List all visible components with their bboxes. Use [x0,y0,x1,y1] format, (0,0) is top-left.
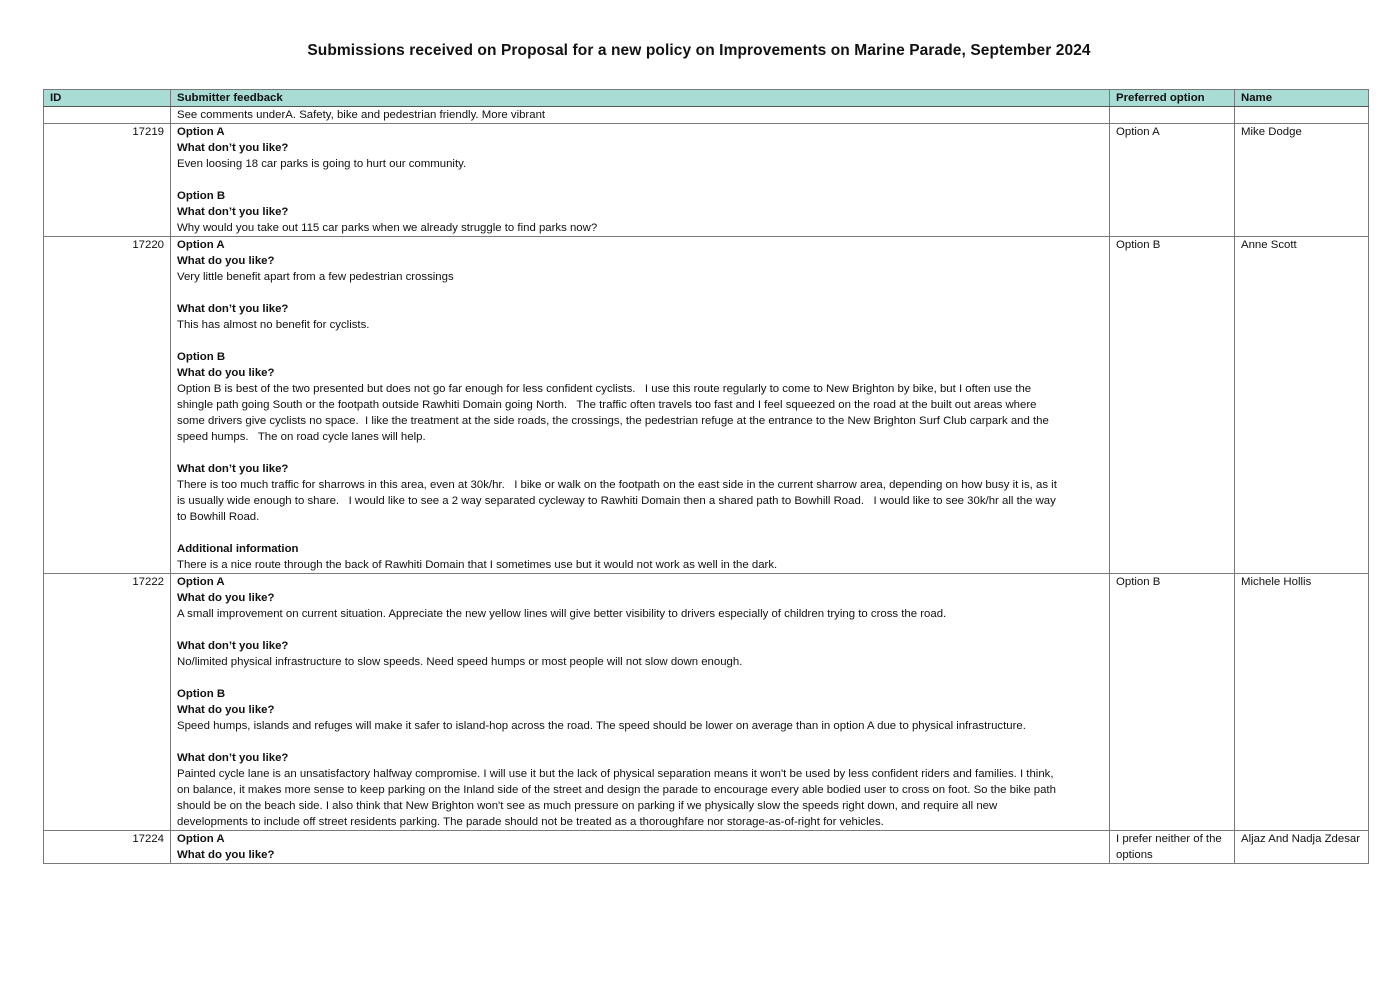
feedback-text: Even loosing 18 car parks is going to hurt our community. [177,158,467,170]
feedback-text: Very little benefit apart from a few pedestrian crossings [177,271,454,283]
table-row [44,124,1369,237]
feedback-text: A small improvement on current situation. Appreciate the new yellow lines will give better visibility to drivers especially of children trying to cross the road. [177,608,947,620]
submitter-name: Mike Dodge [1235,124,1369,237]
preferred-option: Option A [1110,124,1235,237]
submitter-name: Aljaz And Nadja Zdesar [1235,831,1369,864]
table-row [44,574,1369,831]
submission-id: 17219 [44,124,171,237]
feedback-text: should be on the beach side. I also think that New Brighton won't see as much pressure on parking if we physically slow the speeds right down, and require all new [177,800,998,812]
feedback-text: Option B is best of the two presented but does not go far enough for less confident cyclists. I use this route regularly to come to New Brighton by bike, but I often use the [177,383,1032,395]
feedback-text: There is too much traffic for sharrows in this area, even at 30k/hr. I bike or walk on the footpath on the east side in the current sharrow area, depending on how busy it is, as it [177,479,1057,491]
feedback-text: is usually wide enough to share. I would like to see a 2 way separated cycleway to Rawhiti Domain then a shared path to Bowhill Road. I would like to see 30k/hr all the way [177,495,1056,507]
feedback-text: some drivers give cyclists no space. I like the treatment at the side roads, the crossings, the pedestrian refuge at the entrance to the New Brighton Surf Club carpark and the [177,415,1049,427]
feedback-heading: What don’t you like? [177,463,289,475]
feedback-text: See comments underA. Safety, bike and pedestrian friendly. More vibrant [177,109,546,121]
feedback-text: to Bowhill Road. [177,511,260,523]
preferred-option: I prefer neither of the options [1110,831,1235,864]
submission-id: 17224 [44,831,171,864]
feedback-heading: What do you like? [177,367,275,379]
feedback-spacer [177,622,1103,638]
column-header-feedback: Submitter feedback [171,90,1110,107]
preferred-option [1110,107,1235,124]
table-row [44,107,1369,124]
feedback-heading: Option B [177,351,226,363]
feedback-text: speed humps. The on road cycle lanes will help. [177,431,426,443]
feedback-spacer [177,333,1103,349]
column-header-id: ID [44,90,171,107]
feedback-heading: What do you like? [177,849,275,861]
feedback-heading: Option A [177,239,225,251]
table-body [44,107,1369,864]
submitter-name: Michele Hollis [1235,574,1369,831]
table-row [44,237,1369,574]
feedback-text: developments to include off street residents parking. The parade should not be treated as a thoroughfare nor storage-as-of-right for vehicles. [177,816,884,828]
feedback-heading: What do you like? [177,255,275,267]
feedback-text: on balance, it makes more sense to keep parking on the Inland side of the street and design the parade to encourage every able bodied user to cross on foot. So the bike path [177,784,1056,796]
feedback-heading: Additional information [177,543,299,555]
feedback-spacer [177,445,1103,461]
submitter-feedback [171,107,1110,124]
feedback-spacer [177,172,1103,188]
table-header-row [44,90,1369,107]
feedback-text: shingle path going South or the footpath outside Rawhiti Domain going North. The traffic often travels too fast and I feel squeezed on the road at the built out areas where [177,399,1037,411]
feedback-heading: What don’t you like? [177,142,289,154]
feedback-heading: What don’t you like? [177,640,289,652]
feedback-heading: What do you like? [177,704,275,716]
feedback-heading: Option A [177,833,225,845]
page-title: Submissions received on Proposal for a new policy on Improvements on Marine Parade, September 2024 [307,42,1091,59]
column-header-preferred-option: Preferred option [1110,90,1235,107]
feedback-text: Painted cycle lane is an unsatisfactory halfway compromise. I will use it but the lack of physical separation means it won't be used by less confident riders and families. I think, [177,768,1054,780]
feedback-text: There is a nice route through the back of Rawhiti Domain that I sometimes use but it would not work as well in the dark. [177,559,778,571]
submitter-feedback [171,237,1110,574]
submitter-feedback [171,124,1110,237]
feedback-heading: What don’t you like? [177,752,289,764]
feedback-text: This has almost no benefit for cyclists. [177,319,370,331]
table-row [44,831,1369,864]
feedback-heading: What don’t you like? [177,303,289,315]
feedback-spacer [177,734,1103,750]
submissions-table [43,89,1369,864]
preferred-option: Option B [1110,574,1235,831]
feedback-heading: Option B [177,190,226,202]
submission-id [44,107,171,124]
feedback-heading: Option A [177,576,225,588]
submitter-feedback [171,574,1110,831]
feedback-spacer [177,525,1103,541]
feedback-heading: Option B [177,688,226,700]
feedback-spacer [177,285,1103,301]
feedback-heading: What do you like? [177,592,275,604]
feedback-heading: What don’t you like? [177,206,289,218]
feedback-text: No/limited physical infrastructure to slow speeds. Need speed humps or most people will not slow down enough. [177,656,743,668]
submitter-name: Anne Scott [1235,237,1369,574]
submitter-name [1235,107,1369,124]
column-header-name: Name [1235,90,1369,107]
submission-id: 17220 [44,237,171,574]
feedback-heading: Option A [177,126,225,138]
submitter-feedback [171,831,1110,864]
submission-id: 17222 [44,574,171,831]
feedback-spacer [177,670,1103,686]
preferred-option: Option B [1110,237,1235,574]
feedback-text: Why would you take out 115 car parks when we already struggle to find parks now? [177,222,598,234]
feedback-text: Speed humps, islands and refuges will make it safer to island-hop across the road. The speed should be lower on average than in option A due to physical infrastructure. [177,720,1026,732]
